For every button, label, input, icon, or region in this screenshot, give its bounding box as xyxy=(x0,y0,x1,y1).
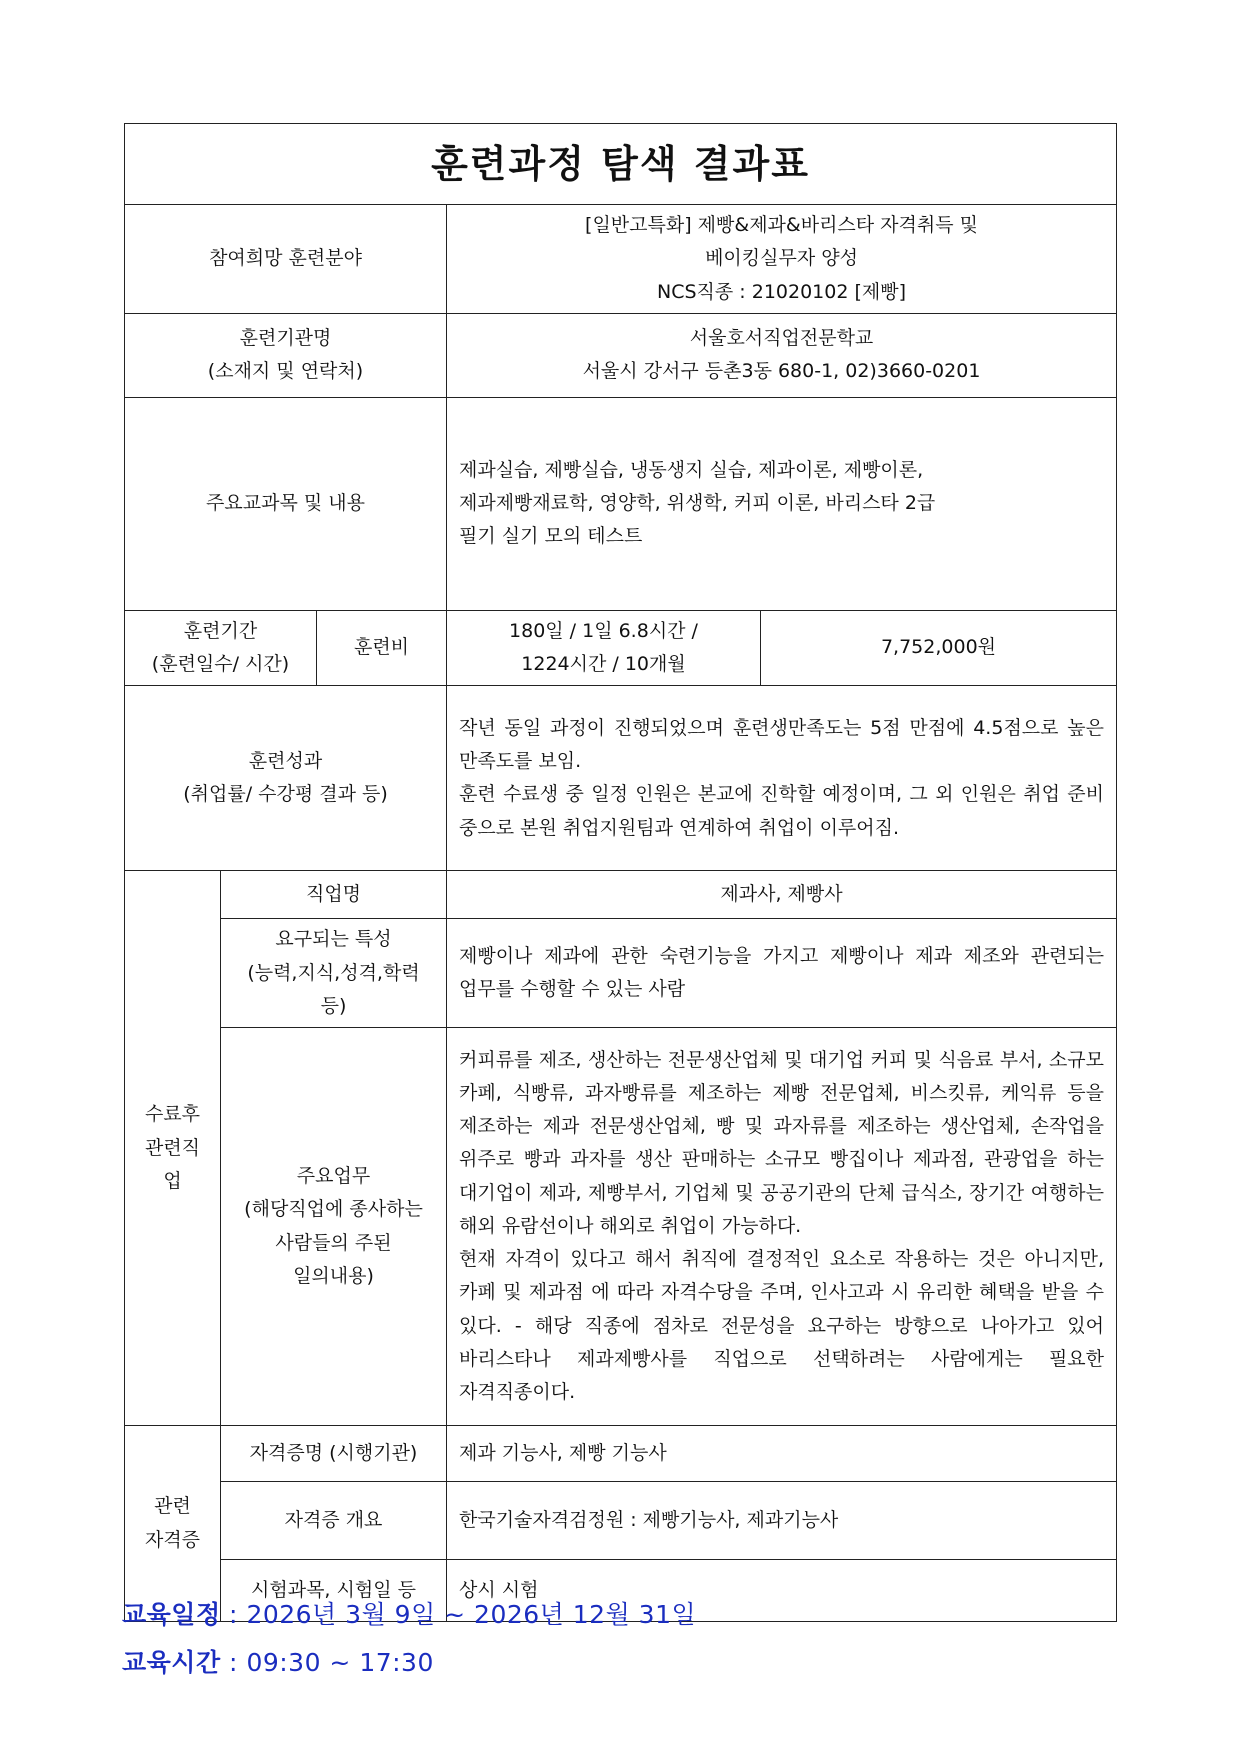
job-duties-label-line-2: (해당직업에 종사하는 xyxy=(244,1198,423,1221)
fee-label: 훈련비 xyxy=(317,610,447,686)
job-duties-paragraph-1: 커피류를 제조, 생산하는 전문생산업체 및 대기업 커피 및 식음료 부서, 소규모 카페, 식빵류, 과자빵류를 제조하는 제빵 전문업체, 비스킷류, 케익류 등을 제조하는 제과 전문생산업체, 빵 및 과자류를 제조하는 생산업체, 손작업을 위주로 빵과 과자를 생산 판매하는 소규모 빵집이나 제과점, 관광업을 하는 대기업이 제과, 제빵부서, 기업체 및 공공기관의 단체 급식소, 장기간 여행하는 해외 유람선이나 해외로 취업이 가능하다. xyxy=(459,1048,1105,1237)
job-duties-row xyxy=(125,1028,1117,1426)
period-value xyxy=(447,610,761,686)
subjects-value xyxy=(447,397,1117,610)
job-traits-label-line-2: (능력,지식,성격,학력 등) xyxy=(247,961,420,1017)
period-value-line-2: 1224시간 / 10개월 xyxy=(521,653,686,675)
field-line-3: NCS직종 : 21020102 [제빵] xyxy=(657,280,907,303)
job-duties-label xyxy=(221,1028,447,1426)
cert-name-label: 자격증명 (시행기관) xyxy=(221,1426,447,1482)
jobs-group-line-3: 업 xyxy=(163,1169,182,1192)
page-title: 훈련과정 탐색 결과표 xyxy=(125,124,1117,205)
field-line-1: [일반고특화] 제빵&제과&바리스타 자격취득 및 xyxy=(585,214,978,236)
job-duties-paragraph-2: 현재 자격이 있다고 해서 취직에 결정적인 요소로 작용하는 것은 아니지만, 카페 및 제과점 에 따라 자격수당을 주며, 인사고과 시 유리한 혜택을 받을 수 있다. - 해당 직종에 점차로 전문성을 요구하는 방향으로 나아가고 있어 바리스타나 제과제빵사를 직업으로 선택하려는 사람에게는 필요한 자격직종이다. xyxy=(459,1248,1105,1404)
period-label-line-1: 훈련기간 xyxy=(183,619,258,642)
field-label: 참여희망 훈련분야 xyxy=(125,205,447,314)
institution-label xyxy=(125,313,447,397)
job-traits-value: 제빵이나 제과에 관한 숙련기능을 가지고 제빵이나 제과 제조와 관련되는 업무를 수행할 수 있는 사람 xyxy=(447,919,1117,1028)
cert-exam-label: 시험과목, 시험일 등 xyxy=(221,1560,447,1622)
hours-line xyxy=(122,1643,434,1679)
cert-overview-label: 자격증 개요 xyxy=(221,1482,447,1560)
result-table xyxy=(124,123,1117,1622)
field-line-2: 베이킹실무자 양성 xyxy=(705,247,858,270)
fee-value: 7,752,000원 xyxy=(761,610,1117,686)
job-duties-label-line-3: 사람들의 주된 xyxy=(275,1231,392,1254)
field-row xyxy=(125,205,1117,314)
cert-overview-value: 한국기술자격검정원 : 제빵기능사, 제과기능사 xyxy=(447,1482,1117,1560)
results-row xyxy=(125,686,1117,871)
institution-row xyxy=(125,313,1117,397)
institution-label-line-2: (소재지 및 연락처) xyxy=(207,360,364,383)
job-duties-value xyxy=(447,1028,1117,1426)
certs-group-line-2: 자격증 xyxy=(144,1528,201,1551)
job-traits-label xyxy=(221,919,447,1028)
institution-name: 서울호서직업전문학교 xyxy=(689,327,874,349)
title-row xyxy=(125,124,1117,205)
job-traits-row xyxy=(125,919,1117,1028)
certs-group-line-1: 관련 xyxy=(154,1495,191,1518)
institution-label-line-1: 훈련기관명 xyxy=(239,327,332,349)
results-label xyxy=(125,686,447,871)
job-name-row xyxy=(125,871,1117,919)
subjects-line-2: 제과제빵재료학, 영양학, 위생학, 커피 이론, 바리스타 2급 xyxy=(459,492,936,515)
results-paragraph-1: 작년 동일 과정이 진행되었으며 훈련생만족도는 5점 만점에 4.5점으로 높은 만족도를 보임. xyxy=(459,716,1105,772)
cert-name-row xyxy=(125,1426,1117,1482)
subjects-row xyxy=(125,397,1117,610)
institution-value xyxy=(447,313,1117,397)
results-label-line-2: (취업률/ 수강평 결과 등) xyxy=(183,783,388,806)
schedule-separator: : xyxy=(220,1600,247,1629)
institution-address: 서울시 강서구 등촌3동 680-1, 02)3660-0201 xyxy=(582,360,981,383)
period-row xyxy=(125,610,1117,686)
period-label-line-2: (훈련일수/ 시간) xyxy=(151,653,290,675)
job-name-label: 직업명 xyxy=(221,871,447,919)
period-label xyxy=(125,610,317,686)
period-value-line-1: 180일 / 1일 6.8시간 / xyxy=(509,619,698,642)
cert-overview-row xyxy=(125,1482,1117,1560)
job-duties-label-line-1: 주요업무 xyxy=(296,1165,371,1187)
field-value xyxy=(447,205,1117,314)
job-name-value: 제과사, 제빵사 xyxy=(447,871,1117,919)
certs-group-label xyxy=(125,1426,221,1622)
schedule-line xyxy=(122,1595,696,1631)
schedule-label: 교육일정 xyxy=(122,1600,221,1629)
results-paragraph-2: 훈련 수료생 중 일정 인원은 본교에 진학할 예정이며, 그 외 인원은 취업 준비 중으로 본원 취업지원팀과 연계하여 취업이 이루어짐. xyxy=(459,783,1105,839)
hours-separator: : xyxy=(220,1648,247,1677)
results-value xyxy=(447,686,1117,871)
subjects-label: 주요교과목 및 내용 xyxy=(125,397,447,610)
subjects-line-1: 제과실습, 제빵실습, 냉동생지 실습, 제과이론, 제빵이론, xyxy=(459,458,924,481)
jobs-group-label xyxy=(125,871,221,1426)
job-traits-label-line-1: 요구되는 특성 xyxy=(275,928,392,951)
hours-label: 교육시간 xyxy=(122,1648,221,1677)
cert-exam-value: 상시 시험 xyxy=(447,1560,1117,1622)
job-duties-label-line-4: 일의내용) xyxy=(293,1264,374,1287)
hours-value: 09:30 ~ 17:30 xyxy=(246,1648,434,1677)
cert-name-value: 제과 기능사, 제빵 기능사 xyxy=(447,1426,1117,1482)
jobs-group-line-1: 수료후 xyxy=(144,1103,201,1126)
subjects-line-3: 필기 실기 모의 테스트 xyxy=(459,525,643,548)
results-label-line-1: 훈련성과 xyxy=(248,750,323,772)
schedule-value: 2026년 3월 9일 ~ 2026년 12월 31일 xyxy=(246,1600,697,1629)
jobs-group-line-2: 관련직 xyxy=(144,1136,201,1159)
